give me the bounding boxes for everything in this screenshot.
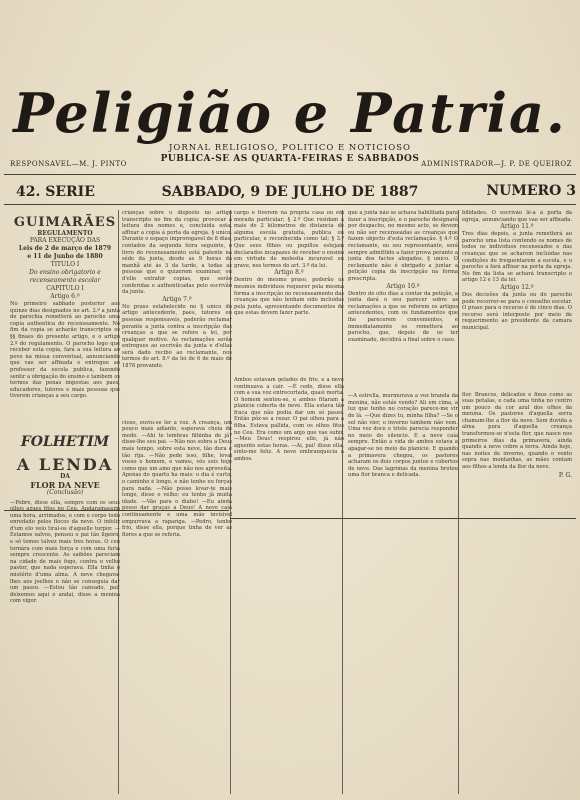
story-title-prefix: DA [60, 472, 70, 480]
regulation-caption: PARA EXECUÇÃO DAS [29, 237, 101, 244]
article-text: No primeiro sabbado posterior aos quinze dias designados no art. 2.º a junta de parochia remetterá ao parocho uma copia authentica do recenseamento. No fim da copia se acharão transcriptos os §§ finaes do presente artigo, e o artigo 2.º do regulamento. O parocho logo que receber esta copia, fará a sua leitura ao povo na missa conventual, annunciando que vae ser affixada e entregue ao professor da escola publica, fazendo sentir a obrigação do ensino e tambem os termos das penas impostas aos paes, educadores, tutores e mais pessoas que tiverem crianças a seu cargo. [10, 301, 120, 400]
issue-series: 42. SERIE [16, 184, 95, 200]
section-heading: GUIMARÃES [13, 215, 117, 230]
regulation-heading: REGULAMENTO [37, 230, 93, 237]
article-heading: Artigo 12.º [500, 283, 534, 291]
column-2 [122, 210, 232, 794]
story-continuation: (Conclusão) [46, 488, 84, 496]
header-rule-top [4, 174, 576, 175]
article-heading: Artigo 11.º [500, 223, 534, 231]
issue-date: SABBADO, 9 DE JULHO DE 1887 [161, 184, 419, 200]
title-heading: TITULO I [50, 261, 80, 268]
folhetim-heading: FOLHETIM [20, 433, 110, 450]
title-subheading: Do ensino obrigatorio e recenseamento escolar [29, 269, 101, 284]
chapter-heading: CAPITULO I [46, 285, 84, 292]
responsible-editor: RESPONSAVEL—M. J. PINTO [10, 160, 127, 168]
column-3 [234, 210, 344, 794]
columns [4, 210, 576, 794]
story-title: A LENDA [16, 454, 114, 474]
article-text: No praso estabelecido no § unico do artigo antecedente, paes, tutores ou pessoas responsaveis, poderão reclamar perante a junta contra a inscripção das creanças a que se refere a lei, por qualquer motivo. As reclamações serão entregues ao escrivão da junta e d'ellas será dado recibo ao reclamante, nos termos do art. 8.º da lei de 6 de maio de 1878 provando. [122, 303, 232, 370]
story-text: —Pobre, disse ella, sempre com os seus olhos azues fitos no Ceu. Andaramassim uma hora, arrimados, e com o corpo todo enredado pelos flocos da neve. O infeliz d'um elo veio tiral-os d'aquelle torpor. —Estamos salvos, pensou o pai tão ligeiro, e só temos talvez mais tres horas. O ceu tornára com mais força e com uma furia sempre crescente. As saibões pareciam na cidade de mais fogo, contra o velho pastor, que nada esperava. Ella tinha o mistério d'uma alma. A neve chegava-lhes aos joelhos e não se conseguia dar um passo. —Estou tão cansado, pai! deixemos aqui e andai, disse a menina com vigor. [10, 499, 120, 605]
article-text: Dentro do mesmo praso, poderão os mesmos individuos requerer pela mesma forma a inscripção no recenseamento das creanças que não tenham sido incluidas pela junta, apresentando documentos de que estas devem fazer parte. [234, 277, 344, 317]
column-1 [10, 210, 120, 794]
header-rule-bottom [4, 204, 576, 205]
article-text: Dentro de oito dias a contar da petição, a junta dará o seu parecer sobre as reclamações a que se referem os artigos antecedentes, com os fundamentos que lhe parecerem convenientes, e immediatamente os remetterá ao parocho, que, depois de os ter examinado, decidirá a final sobre o caso. [348, 290, 458, 343]
article-heading: Artigo 10.º [386, 282, 420, 290]
issue-info-row [0, 180, 580, 204]
article-text: cargo e tiverem na propria casa ou em morada particular; § 2.º Que residam a mais de 2 kilometros de distancia de alguma escola gratuita, publica ou particular, e reconhecida como tal; § 3.º Que seus filhos ou pupillos estejam declarados incapazes de receber o ensino em virtude de molestia incuravel ou grave, nos termos do art. 3.º da lei. [234, 210, 344, 269]
masthead [0, 8, 580, 168]
article-text: Tres dias depois, a junta remetterá ao parocho uma lista contendo os nomes de todos os individuos recenseados e das creanças que se acharem incluidas nas condições de frequentarem a escola, e o parocho a fará affixar na porta da egreja. No fim da lista se achará transcripto o artigo 12 e 13 da lei. [462, 231, 572, 284]
article-heading: Artigo 6.º [50, 293, 80, 300]
article-heading: Artigo 8.º [274, 269, 304, 277]
regulation-caption: Leis de 2 de março de 1879 [18, 245, 112, 252]
article-text: bilidades. O escrivão lê-a á porta da egreja, annunciando que vae ser affixada. [462, 210, 572, 223]
article-text: Dos decisões da junta ou do parocho pode recorrer-se para o conselho escolar. O praso para o recurso é de cinco dias. O recurso será interposto por meio de requerimento ao presidente da camara municipal. [462, 291, 572, 331]
administrator: ADMINISTRADOR—J. P. DE QUEIROZ [421, 160, 572, 168]
newspaper-subtitle: JORNAL RELIGIOSO, POLITICO E NOTICIOSO [169, 143, 411, 153]
article-text: crianças sobre o disposto no artigo transcripto no fim da copia; provocar á leitura dos nomes e, concluida esta, affixar a copia á porta da egreja. § unico. Durante o espaço improrogavel de 8 dias, contados da segunda feira seguinte, o livro do recenseamento está patente na séde da junta, desde as 9 horas da manhã até ás 3 da tarde, a todas as pessoas que o quizerem examinar, ou d'elle extrahir copias, que serão conferidas e authenticadas pelo escrivão da junta. [122, 210, 232, 296]
article-text: que a junta não se achava habilitada para fazer a inscripção, e o parocho designará por despacho, no mesmo acto, se devem ou não ser recenseadas as creanças que fazem objecto d'esta reclamação. § 4.º O reclamante, ou seu representante, será sempre admittido a fazer prova perante a junta dos factos alegados. § unico. O reclamante não é obrigado a juntar a petição copia da inscripção na forma prescripta. [348, 210, 458, 282]
story-text: cioso, ouviu-se ler a voz. A creança, um pouco mais adiante, esperava cheia de medo. —Ahi te lembras filhinha de já? disse-lhe seu pai. —Não nos sobra a Deus mais tempo, sobre esta neve, tão dura e tão rija. —Não pede isso, filhe, levai vosso o homem, e vamos, vós sois hoje como que um amo que não nos aproveita. Apenas do quarto ha mais: o dia é curto, o caminho é longo, e não tenho eu forças para nada. —Não posso levar-te mais longe, disse o velho; eu tenho já muita idade. —Vão para o diabo! —Eu ainda posso dar graças a Deus! A neve caía continuamente e uma mão invisivel empurrava a rapariga. —Pedro, tenho frio, disse ella, porque tinha de ver as flores a que se referia. [122, 419, 232, 538]
publication-days: PUBLICA-SE AS QUARTA-FEIRAS E SABBADOS [160, 154, 420, 164]
staff-row [0, 160, 580, 172]
column-4 [348, 210, 458, 794]
story-text: Ambos estavam gelados de frio, e a neve continuava a cair. —É cedo, disse ella com a sua voz entrecortada, quasi morta. O homem sentou-se, e ambos fitaram a planicie coberta de neve. Ella estava tão fraca que não podia dar um só passo. Então pôz-se a rezar. O pai olhou para a filha. Estava pallida, com os olhos fitos no Ceu. Era como um anjo que vae subir. —Meu Deus! respirou elle, já não aguento estas horas. —Ai, pai! disse ella, sinto-me feliz. A neve embranquecia a ambos. [234, 376, 344, 463]
story-text: —A estrella, murmurava a voz branda da menina, não estás vendo? Ali em cima, a luz que tenho no coração parece-me vir de lá. —Que dizes tu, minha filha? —Se o sol não vier, o inverno tambem não vem. Uma voz doce e triste parecia responder no meio do silencio. E a neve caía sempre. Então a vida de ambos estava a apagar-se no meio da planicie. E quando a primavera chegou, os pastores acharam os dois corpos juntos e cobertos de neve. Das lagrimas da menina brotou uma flor branca e delicada. [348, 393, 458, 479]
article-heading: Artigo 7.º [162, 295, 192, 303]
story-text: flor. Brancos, delicados e finos como as suas petalas, e cada uma tinha no centro um pouco da cor azul dos olhos da menina. Os pastores d'aquella serra chamam-lhe a flor da neve. Sem duvida a alma pura d'aquella creança transformou-se n'esta flor, que nasce nos primeiros dias da primavera, ainda quando a neve cobre a terra. Ainda hoje, nas noites de inverno, quando o vento sopra nas montanhas, as mães contam aos filhos a lenda da flor da neve. [462, 391, 572, 471]
column-5 [462, 210, 572, 794]
regulation-caption: e 11 de Junho de 1880 [27, 253, 103, 260]
story-subtitle: FLOR DA NEVE [30, 479, 100, 490]
newspaper-title: Peligião e Patria. [13, 81, 567, 145]
issue-number: NUMERO 3 [486, 183, 576, 199]
story-signature: P. G. [558, 471, 572, 479]
